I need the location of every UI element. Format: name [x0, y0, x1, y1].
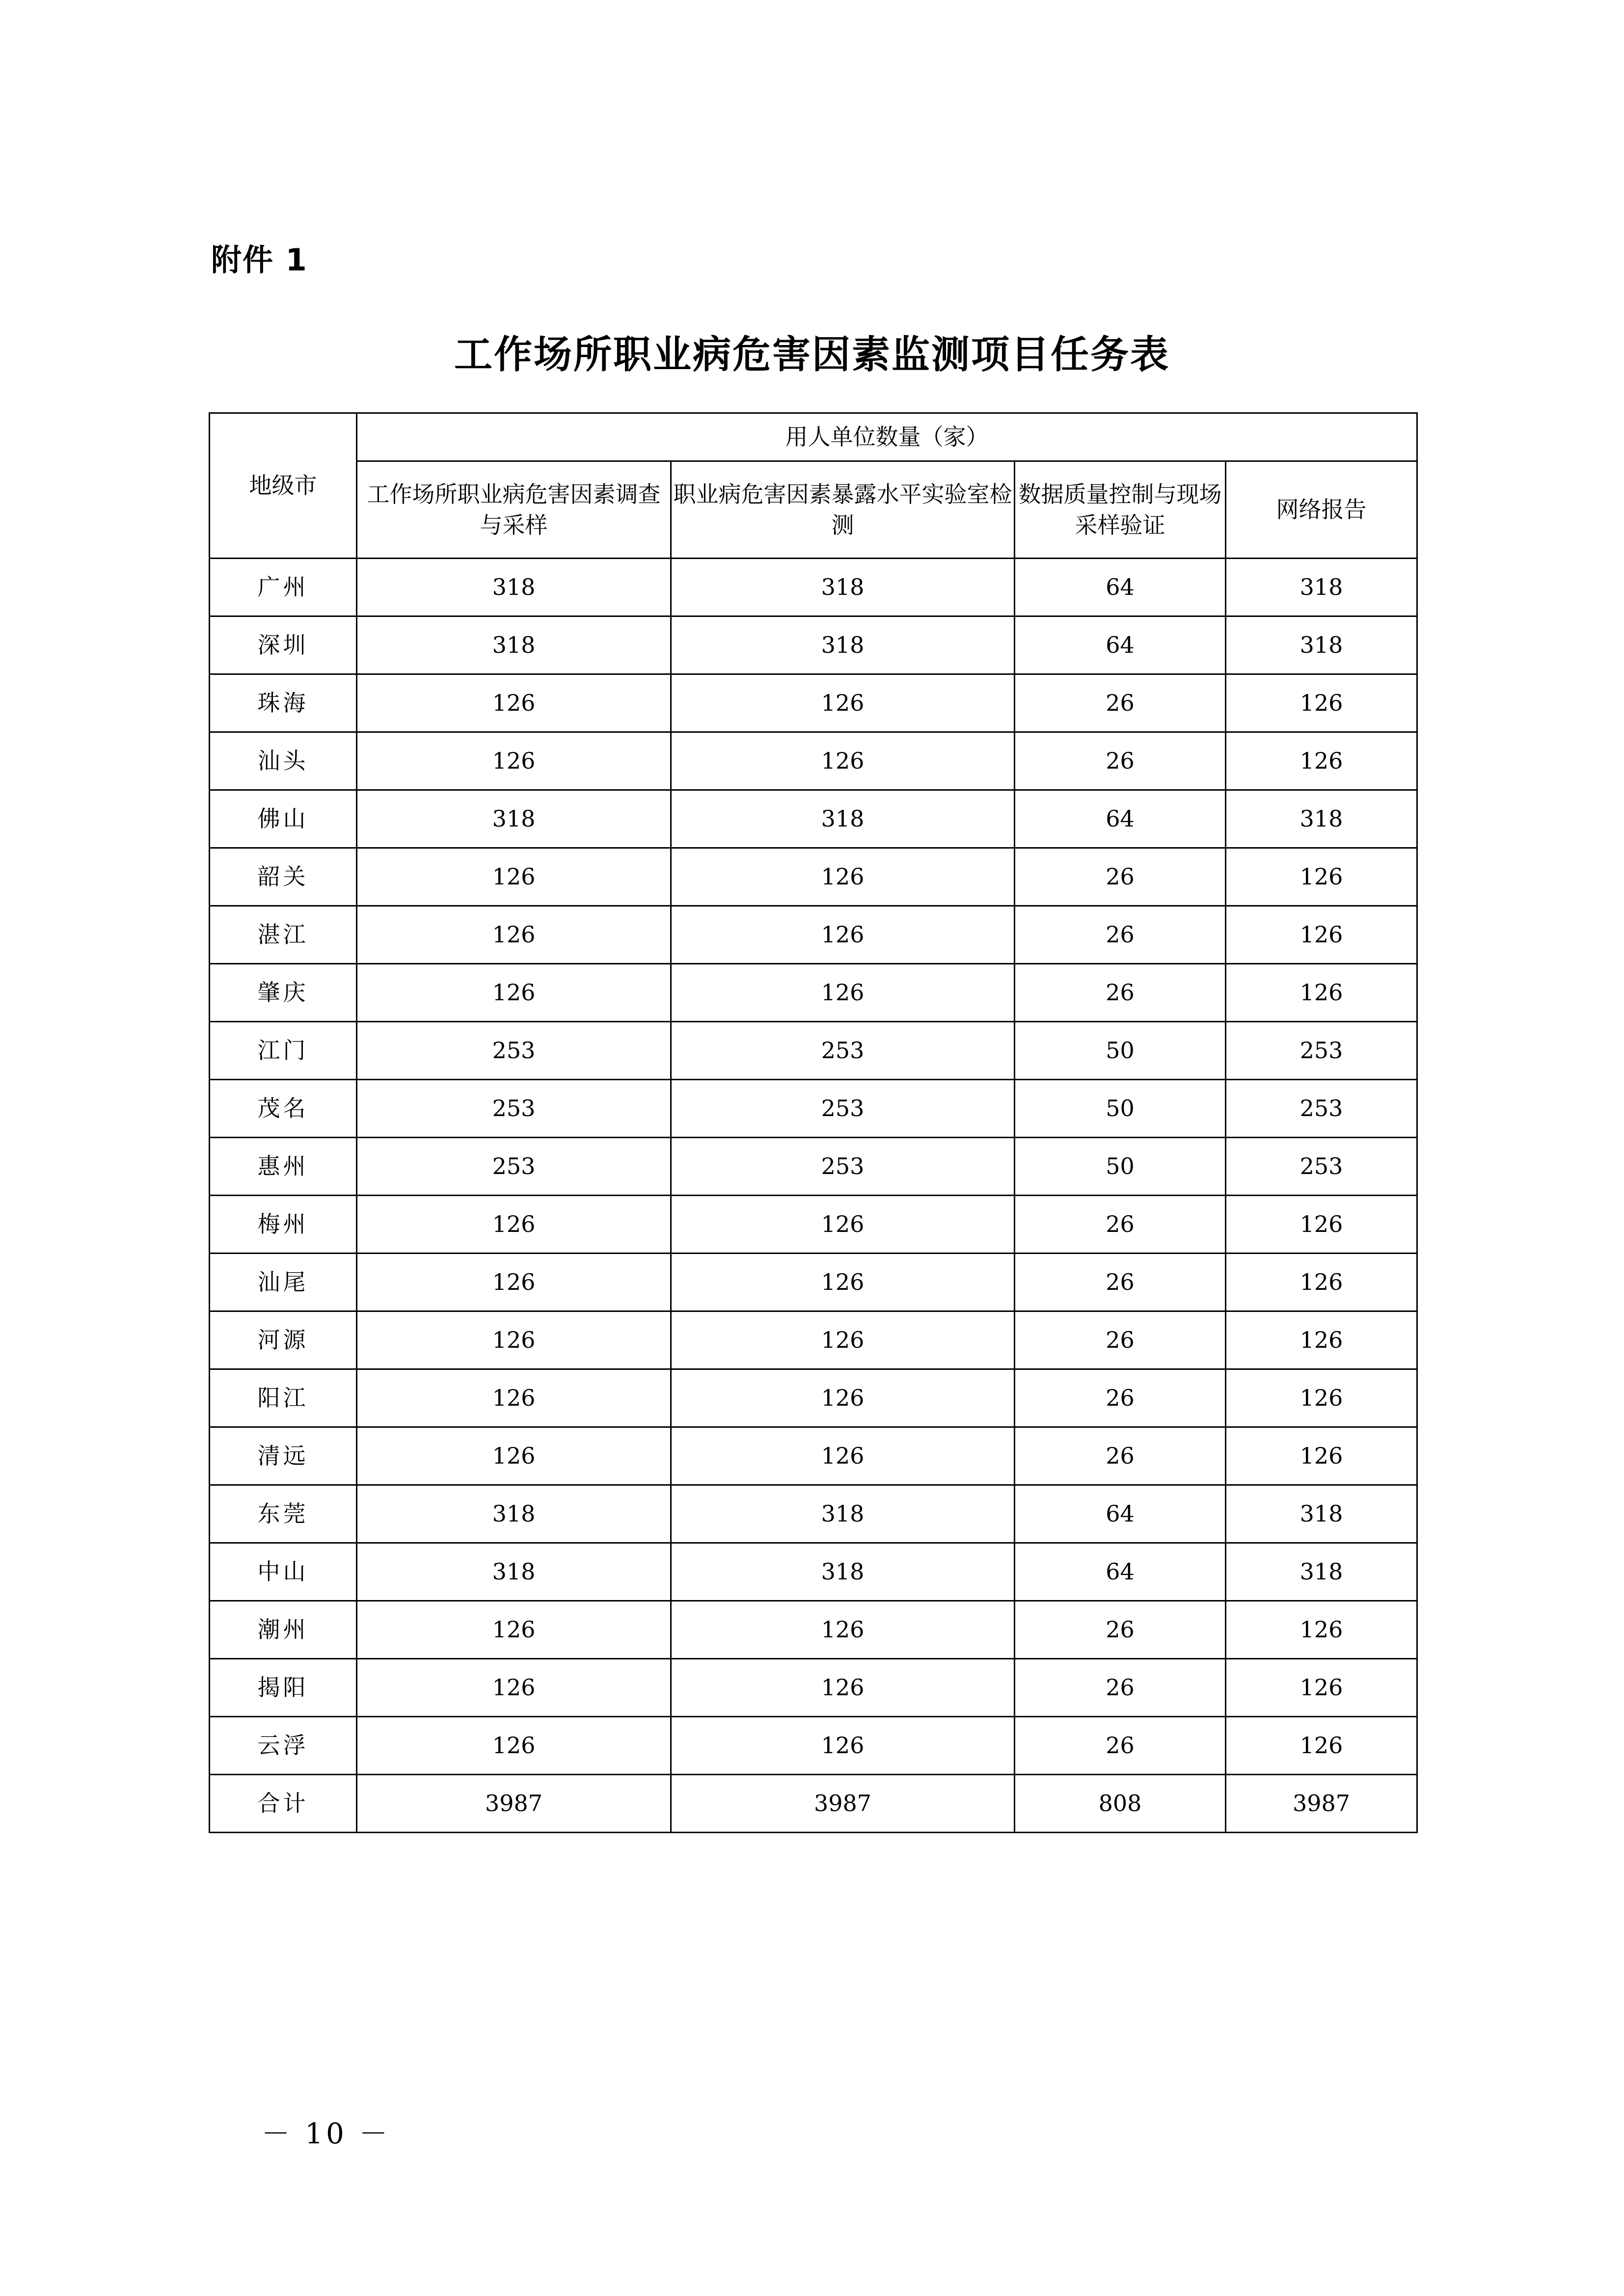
cell-city: 阳江: [210, 1369, 357, 1427]
cell-network-report: 253: [1226, 1022, 1417, 1080]
cell-city: 佛山: [210, 790, 357, 848]
cell-survey-sampling: 126: [357, 674, 671, 732]
header-col-quality-control: 数据质量控制与现场采样验证: [1015, 461, 1226, 559]
cell-city: 揭阳: [210, 1659, 357, 1717]
cell-network-report: 126: [1226, 848, 1417, 906]
table-row: [210, 674, 1417, 732]
cell-survey-sampling: 126: [357, 1254, 671, 1311]
table-row: [210, 1543, 1417, 1601]
cell-lab-detection: 126: [671, 1196, 1015, 1254]
cell-network-report: 126: [1226, 1601, 1417, 1659]
table-row: [210, 1138, 1417, 1196]
table-row: [210, 1254, 1417, 1311]
table-row: [210, 1717, 1417, 1775]
table-header: [210, 413, 1417, 559]
cell-lab-detection: 126: [671, 1659, 1015, 1717]
cell-survey-sampling: 126: [357, 1196, 671, 1254]
cell-lab-detection: 126: [671, 906, 1015, 964]
table-row: [210, 1427, 1417, 1485]
cell-quality-control: 26: [1015, 1427, 1226, 1485]
cell-survey-sampling: 126: [357, 1427, 671, 1485]
cell-lab-detection: 318: [671, 1485, 1015, 1543]
cell-network-report: 318: [1226, 559, 1417, 616]
cell-network-report: 126: [1226, 1254, 1417, 1311]
cell-quality-control: 64: [1015, 1543, 1226, 1601]
cell-total-lab-detection: 3987: [671, 1775, 1015, 1833]
table-row: [210, 1080, 1417, 1138]
cell-quality-control: 50: [1015, 1022, 1226, 1080]
cell-network-report: 253: [1226, 1080, 1417, 1138]
cell-quality-control: 50: [1015, 1138, 1226, 1196]
table-body: [210, 559, 1417, 1833]
table-row: [210, 848, 1417, 906]
cell-quality-control: 26: [1015, 1601, 1226, 1659]
table-row-total: [210, 1775, 1417, 1833]
cell-city: 茂名: [210, 1080, 357, 1138]
cell-network-report: 318: [1226, 616, 1417, 674]
cell-lab-detection: 318: [671, 616, 1015, 674]
table-row: [210, 790, 1417, 848]
cell-quality-control: 26: [1015, 1311, 1226, 1369]
cell-network-report: 126: [1226, 674, 1417, 732]
page-number: [0, 2110, 1624, 2152]
cell-network-report: 126: [1226, 1659, 1417, 1717]
cell-lab-detection: 126: [671, 1427, 1015, 1485]
cell-total-network-report: 3987: [1226, 1775, 1417, 1833]
table-row: [210, 1485, 1417, 1543]
cell-lab-detection: 126: [671, 732, 1015, 790]
cell-network-report: 126: [1226, 1427, 1417, 1485]
cell-city: 汕头: [210, 732, 357, 790]
cell-lab-detection: 253: [671, 1022, 1015, 1080]
cell-lab-detection: 126: [671, 1369, 1015, 1427]
cell-quality-control: 26: [1015, 1254, 1226, 1311]
cell-lab-detection: 126: [671, 1717, 1015, 1775]
cell-survey-sampling: 126: [357, 732, 671, 790]
table-row: [210, 906, 1417, 964]
table-row: [210, 1369, 1417, 1427]
header-city: 地级市: [210, 413, 357, 559]
cell-city: 东莞: [210, 1485, 357, 1543]
cell-city: 韶关: [210, 848, 357, 906]
cell-total-quality-control: 808: [1015, 1775, 1226, 1833]
cell-survey-sampling: 126: [357, 1717, 671, 1775]
table-row: [210, 1601, 1417, 1659]
header-col-network-report: 网络报告: [1226, 461, 1417, 559]
cell-lab-detection: 318: [671, 790, 1015, 848]
cell-quality-control: 26: [1015, 732, 1226, 790]
header-col-survey-sampling: 工作场所职业病危害因素调查与采样: [357, 461, 671, 559]
cell-quality-control: 26: [1015, 1369, 1226, 1427]
table-row: [210, 1196, 1417, 1254]
page-number-text: － 10 －: [261, 2117, 391, 2150]
cell-network-report: 253: [1226, 1138, 1417, 1196]
cell-lab-detection: 126: [671, 674, 1015, 732]
cell-lab-detection: 126: [671, 1254, 1015, 1311]
cell-lab-detection: 253: [671, 1080, 1015, 1138]
cell-network-report: 318: [1226, 1485, 1417, 1543]
cell-lab-detection: 318: [671, 1543, 1015, 1601]
attachment-label: 附件 1: [211, 242, 308, 278]
cell-survey-sampling: 253: [357, 1138, 671, 1196]
cell-survey-sampling: 126: [357, 848, 671, 906]
cell-city: 中山: [210, 1543, 357, 1601]
table-row: [210, 1022, 1417, 1080]
cell-network-report: 126: [1226, 1196, 1417, 1254]
cell-quality-control: 26: [1015, 1196, 1226, 1254]
header-col-lab-detection: 职业病危害因素暴露水平实验室检测: [671, 461, 1015, 559]
cell-lab-detection: 126: [671, 964, 1015, 1022]
cell-network-report: 126: [1226, 1311, 1417, 1369]
cell-total-survey-sampling: 3987: [357, 1775, 671, 1833]
cell-city: 清远: [210, 1427, 357, 1485]
cell-survey-sampling: 318: [357, 559, 671, 616]
cell-lab-detection: 318: [671, 559, 1015, 616]
cell-survey-sampling: 126: [357, 1601, 671, 1659]
cell-quality-control: 26: [1015, 848, 1226, 906]
cell-lab-detection: 126: [671, 848, 1015, 906]
table-row: [210, 1659, 1417, 1717]
cell-city: 河源: [210, 1311, 357, 1369]
cell-lab-detection: 126: [671, 1311, 1015, 1369]
table-row: [210, 1311, 1417, 1369]
monitoring-task-table: [209, 412, 1418, 1833]
table-header-row-columns: [210, 461, 1417, 559]
header-group-span: 用人单位数量（家）: [357, 413, 1417, 461]
cell-quality-control: 64: [1015, 790, 1226, 848]
cell-network-report: 126: [1226, 964, 1417, 1022]
cell-quality-control: 50: [1015, 1080, 1226, 1138]
cell-survey-sampling: 126: [357, 906, 671, 964]
cell-city: 湛江: [210, 906, 357, 964]
cell-quality-control: 26: [1015, 964, 1226, 1022]
cell-quality-control: 26: [1015, 906, 1226, 964]
cell-survey-sampling: 318: [357, 790, 671, 848]
cell-quality-control: 64: [1015, 616, 1226, 674]
cell-network-report: 126: [1226, 1369, 1417, 1427]
cell-survey-sampling: 318: [357, 1543, 671, 1601]
cell-city: 汕尾: [210, 1254, 357, 1311]
cell-survey-sampling: 318: [357, 1485, 671, 1543]
cell-survey-sampling: 126: [357, 964, 671, 1022]
cell-city: 珠海: [210, 674, 357, 732]
cell-lab-detection: 126: [671, 1601, 1015, 1659]
cell-survey-sampling: 253: [357, 1022, 671, 1080]
cell-network-report: 126: [1226, 1717, 1417, 1775]
page-title: 工作场所职业病危害因素监测项目任务表: [454, 332, 1170, 377]
cell-city: 肇庆: [210, 964, 357, 1022]
cell-quality-control: 64: [1015, 1485, 1226, 1543]
cell-city: 江门: [210, 1022, 357, 1080]
cell-city: 梅州: [210, 1196, 357, 1254]
table-header-row-group: [210, 413, 1417, 461]
cell-survey-sampling: 253: [357, 1080, 671, 1138]
cell-network-report: 126: [1226, 732, 1417, 790]
cell-city: 惠州: [210, 1138, 357, 1196]
cell-city: 潮州: [210, 1601, 357, 1659]
cell-survey-sampling: 126: [357, 1659, 671, 1717]
table-row: [210, 616, 1417, 674]
cell-survey-sampling: 126: [357, 1369, 671, 1427]
cell-quality-control: 26: [1015, 1717, 1226, 1775]
cell-city: 深圳: [210, 616, 357, 674]
cell-quality-control: 26: [1015, 674, 1226, 732]
cell-total-label: 合计: [210, 1775, 357, 1833]
cell-network-report: 318: [1226, 790, 1417, 848]
cell-network-report: 126: [1226, 906, 1417, 964]
cell-survey-sampling: 126: [357, 1311, 671, 1369]
cell-quality-control: 26: [1015, 1659, 1226, 1717]
table-row: [210, 559, 1417, 616]
cell-city: 广州: [210, 559, 357, 616]
table-row: [210, 732, 1417, 790]
cell-network-report: 318: [1226, 1543, 1417, 1601]
cell-survey-sampling: 318: [357, 616, 671, 674]
cell-city: 云浮: [210, 1717, 357, 1775]
cell-quality-control: 64: [1015, 559, 1226, 616]
table-row: [210, 964, 1417, 1022]
cell-lab-detection: 253: [671, 1138, 1015, 1196]
